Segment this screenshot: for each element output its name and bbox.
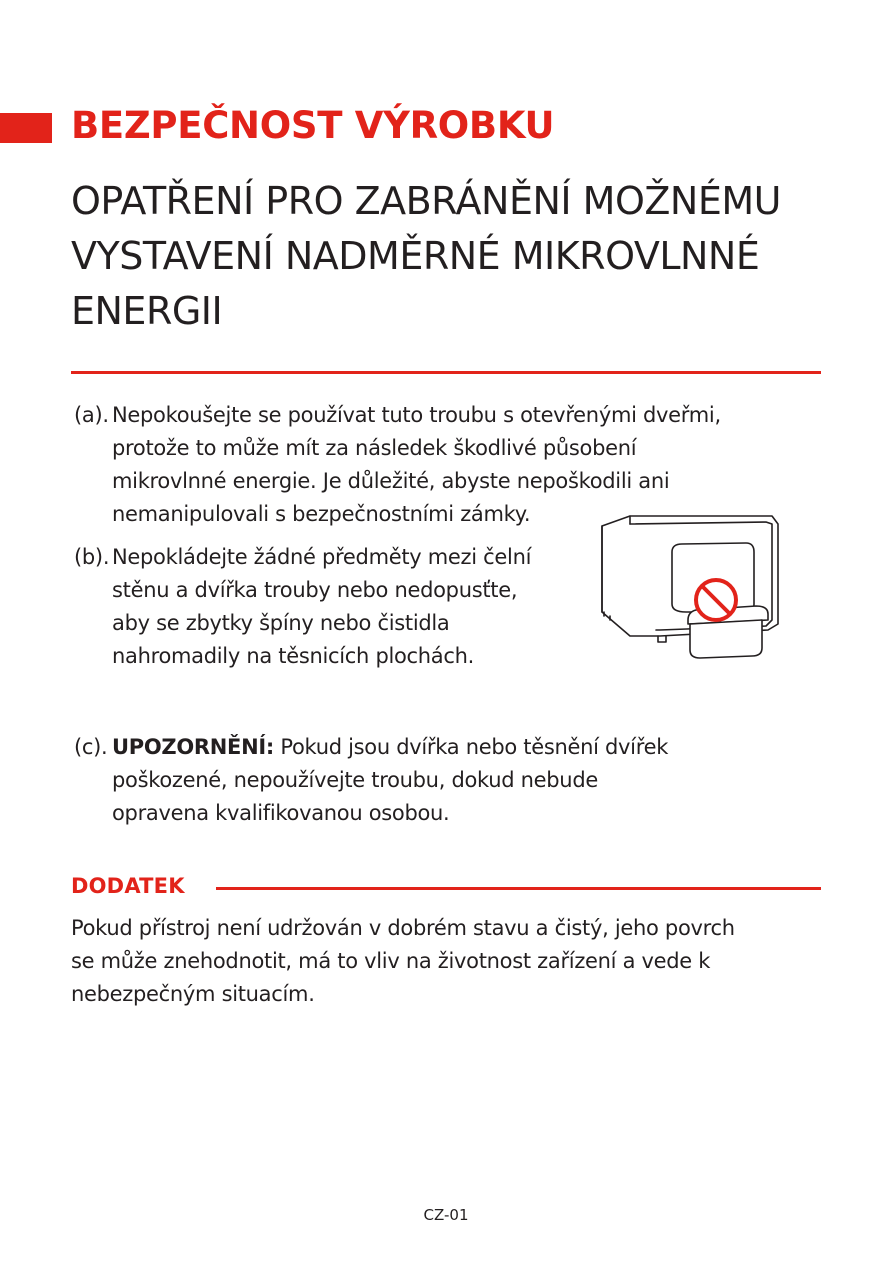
subtitle-line: ENERGII <box>71 289 223 333</box>
list-item-line: aby se zbytky špíny nebo čistidla <box>112 611 450 635</box>
list-item-line: protože to může mít za následek škodlivé působení <box>112 436 637 460</box>
list-item-line: stěnu a dvířka trouby nebo nedopusťte, <box>112 578 518 602</box>
list-item-line <box>74 731 834 764</box>
subtitle-line: VYSTAVENÍ NADMĚRNÉ MIKROVLNNÉ <box>71 234 760 278</box>
microwave-prohibited-object-icon <box>596 512 780 660</box>
list-item-line: opravena kvalifikovanou osobou. <box>112 801 450 825</box>
divider-line <box>71 371 821 374</box>
addendum-title: DODATEK <box>71 874 185 898</box>
accent-bar <box>0 113 52 143</box>
list-item-line: nahromadily na těsnicích plochách. <box>112 644 475 668</box>
list-item-line: nemanipulovali s bezpečnostními zámky. <box>112 502 531 526</box>
addendum-divider <box>216 887 821 890</box>
warning-text: Pokud jsou dvířka nebo těsnění dvířek <box>273 735 669 759</box>
list-marker: (b). <box>74 545 110 569</box>
warning-label: UPOZORNĚNÍ: <box>112 735 274 759</box>
list-item-line: mikrovlnné energie. Je důležité, abyste nepoškodili ani <box>112 469 670 493</box>
addendum-text <box>71 912 831 1011</box>
list-item-b <box>74 541 594 673</box>
addendum-line: Pokud přístroj není udržován v dobrém stavu a čistý, jeho povrch <box>71 916 735 940</box>
addendum-line: se může znehodnotit, má to vliv na životnost zařízení a vede k <box>71 949 711 973</box>
list-item-c <box>74 731 834 830</box>
addendum-line: nebezpečným situacím. <box>71 982 315 1006</box>
subtitle-line: OPATŘENÍ PRO ZABRÁNĚNÍ MOŽNÉMU <box>71 179 781 223</box>
page-number: CZ-01 <box>423 1206 469 1224</box>
list-marker: (c). <box>74 735 108 759</box>
page-subtitle <box>71 174 831 339</box>
list-item-line: poškozené, nepoužívejte troubu, dokud nebude <box>112 768 598 792</box>
list-item-line: Nepokládejte žádné předměty mezi čelní <box>112 545 532 569</box>
list-marker: (a). <box>74 403 109 427</box>
list-item-line: Nepokoušejte se používat tuto troubu s otevřenými dveřmi, <box>112 403 721 427</box>
section-title: BEZPEČNOST VÝROBKU <box>71 104 555 147</box>
